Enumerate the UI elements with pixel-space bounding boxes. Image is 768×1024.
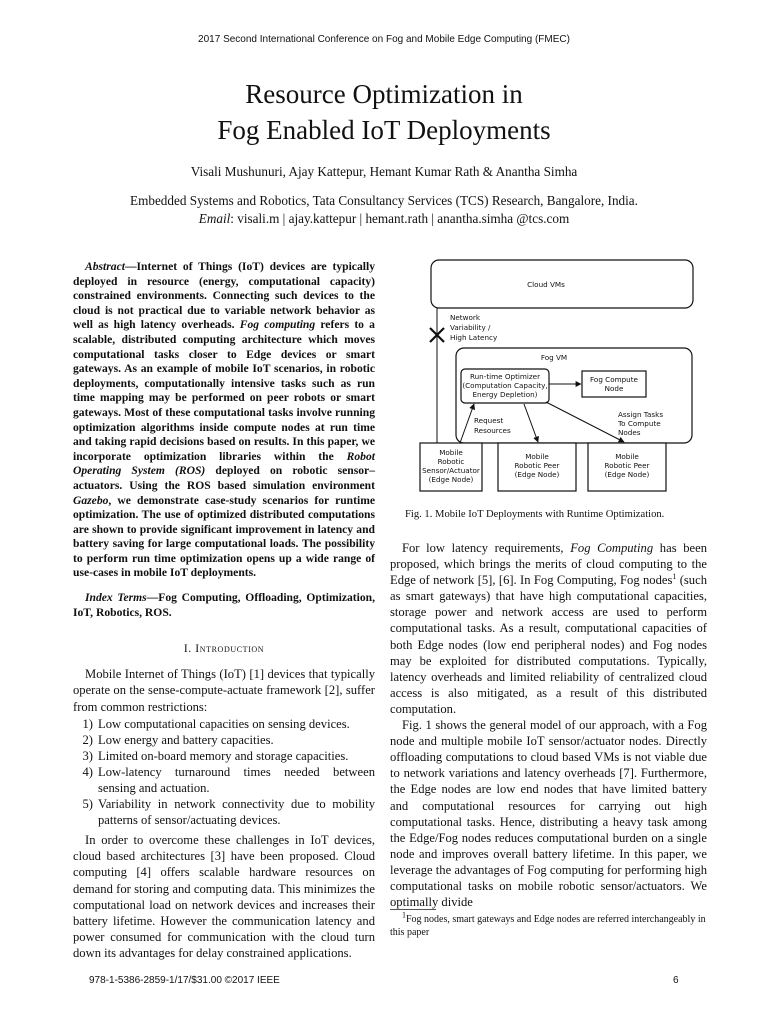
peer2-label-2: Robotic Peer bbox=[604, 461, 650, 470]
list-item bbox=[73, 764, 375, 796]
peer1-label-3: (Edge Node) bbox=[514, 470, 560, 479]
architecture-diagram bbox=[398, 258, 698, 496]
list-text: Low-latency turnaround times needed between sensing and actuation. bbox=[98, 764, 375, 795]
title-line-1: Resource Optimization in bbox=[245, 79, 523, 109]
network-label-3: High Latency bbox=[450, 333, 498, 342]
sensor-label-2: Robotic bbox=[437, 457, 465, 466]
list-number: 4) bbox=[82, 764, 93, 779]
footnote-text: Fog nodes, smart gateways and Edge nodes are referred interchangeably in this paper bbox=[390, 914, 706, 938]
list-text: Variability in network connectivity due to mobility patterns of sensor/actuating devices. bbox=[98, 797, 375, 828]
author-list: Visali Mushunuri, Ajay Kattepur, Hemant Kumar Rath & Anantha Simha bbox=[190, 164, 578, 179]
abstract-ros-term: Robot Operating System (ROS) bbox=[73, 449, 375, 478]
left-column bbox=[73, 260, 375, 961]
right-p1-text-c: (such as smart gateways) that have high computational capacities, storage power and network access are used to perform computational tasks. As a result, computational capacities of both Edge nodes (low end peripheral nodes) and Fog nodes may be exploited for distributed computations. Typically, latency overheads and limited reliability of centralized cloud access is also mitigated, as a result of this distributed computation. bbox=[390, 573, 707, 716]
restrictions-list bbox=[73, 716, 375, 829]
list-text: Low energy and battery capacities. bbox=[98, 732, 274, 747]
abstract bbox=[73, 260, 375, 581]
page-number: 6 bbox=[673, 975, 679, 986]
email-label: Email bbox=[198, 211, 231, 226]
network-label-1: Network bbox=[450, 313, 481, 322]
list-number: 3) bbox=[82, 748, 93, 763]
list-number: 5) bbox=[82, 797, 93, 812]
affiliation-block bbox=[0, 192, 768, 228]
assign-label-2: To Compute bbox=[618, 419, 661, 428]
paper-title bbox=[0, 76, 768, 148]
right-paragraph-2: Fig. 1 shows the general model of our approach, with a Fog node and multiple mobile IoT sensor/actuator nodes. Directly offloading computations to cloud based VMs is not viable due to network variations and latency overheads [7]. Furthermore, the Edge nodes are low end nodes that have limited battery and computational resources for carrying out high computational tasks. Hence, distributing a heavy task among the Edge/Fog nodes reduces computational burden on a single node and improves overall battery lifetime. In this paper, we leverage the advantages of Fog computing for performing high computational tasks on mobile robotic sensor/actuators. We optimally divide bbox=[390, 718, 707, 910]
abstract-text-3: deployed on robotic sensor–actuators. Using the ROS based simulation environment bbox=[73, 464, 375, 492]
right-p1-text-b: has been proposed, which brings the merits of cloud computing to the Edge of network [5], [6]. In Fog Computing, Fog nodes bbox=[390, 541, 708, 588]
index-terms bbox=[73, 591, 375, 620]
list-item bbox=[73, 732, 375, 748]
list-number: 2) bbox=[82, 732, 93, 747]
footnote bbox=[390, 910, 707, 939]
list-item bbox=[73, 748, 375, 764]
network-label-2: Variability / bbox=[450, 323, 491, 332]
abstract-dash: — bbox=[124, 260, 137, 273]
title-line-2: Fog Enabled IoT Deployments bbox=[217, 115, 551, 145]
peer1-label-1: Mobile bbox=[525, 452, 549, 461]
footnote-divider bbox=[390, 909, 436, 910]
cloud-vms-label: Cloud VMs bbox=[527, 280, 565, 289]
peer2-label-1: Mobile bbox=[615, 452, 639, 461]
peer2-label-3: (Edge Node) bbox=[604, 470, 650, 479]
sensor-label-3: Sensor/Actuator bbox=[422, 466, 480, 475]
sensor-label-1: Mobile bbox=[439, 448, 463, 457]
footnote-marker: 1 bbox=[402, 910, 406, 920]
peer1-label-2: Robotic Peer bbox=[514, 461, 560, 470]
request-label-1: Request bbox=[474, 416, 504, 425]
right-column bbox=[390, 540, 707, 910]
right-paragraph-1 bbox=[390, 540, 707, 717]
abstract-label: Abstract bbox=[85, 260, 125, 273]
list-text: Limited on-board memory and storage capacities. bbox=[98, 748, 349, 763]
isbn-footer: 978-1-5386-2859-1/17/$31.00 ©2017 IEEE bbox=[89, 975, 280, 986]
assign-label-1: Assign Tasks bbox=[618, 410, 664, 419]
right-p1-fog-term: Fog Computing bbox=[570, 541, 654, 555]
right-p1-text-a: For low latency requirements, bbox=[402, 541, 571, 555]
figure-caption: Fig. 1. Mobile IoT Deployments with Runtime Optimization. bbox=[405, 509, 665, 520]
abstract-text-4: , we demonstrate case-study scenarios for runtime optimization. The use of optimized distributed computations are shown to provide significant improvement in latency and battery saving for large computational loads. The possibility to perform run time optimization opens up a wide range of use-cases in mobile IoT deployments. bbox=[73, 493, 375, 580]
list-item bbox=[73, 796, 375, 828]
sensor-label-4: (Edge Node) bbox=[428, 475, 474, 484]
footnote-ref[interactable]: 1 bbox=[672, 572, 677, 581]
list-text: Low computational capacities on sensing devices. bbox=[98, 716, 350, 731]
request-label-2: Resources bbox=[474, 426, 511, 435]
conference-header: 2017 Second International Conference on Fog and Mobile Edge Computing (FMEC) bbox=[198, 34, 570, 45]
email-addresses: : visali.m | ajay.kattepur | hemant.rath | anantha.simha @tcs.com bbox=[230, 211, 570, 226]
fog-compute-label-2: Node bbox=[604, 384, 624, 393]
figure-1 bbox=[398, 258, 698, 496]
list-item bbox=[73, 716, 375, 732]
index-terms-label: Index Terms bbox=[85, 591, 147, 605]
optimizer-label-2: (Computation Capacity, bbox=[462, 381, 548, 390]
abstract-gazebo-term: Gazebo bbox=[73, 493, 109, 507]
intro-paragraph-2: In order to overcome these challenges in IoT devices, cloud based architectures [3] have been proposed. Cloud computing [4] offers scalable hardware resources on demand for storing and computing data. This minimizes the computational load on network devices and increases their battery lifetime. However the communication latency and power consumed for communication with the cloud turn down its advantages for delay constrained applications. bbox=[73, 833, 375, 960]
email-line bbox=[0, 210, 768, 228]
abstract-text-2: refers to a scalable, distributed computing architecture which moves computational tasks closer to Edge devices or smart gateways. As an example of mobile IoT scenarios, in robotic deployments, computationally intensive tasks such as run time mapping may be performed on peer robots or smart gateways. Most of these computational tasks involve running optimization algorithms inside compute nodes at run time and taking rapid decisions based on results. In this paper, we incorporate optimization libraries within the bbox=[73, 318, 375, 463]
optimizer-label-3: Energy Depletion) bbox=[472, 390, 538, 399]
list-number: 1) bbox=[82, 716, 93, 731]
assign-label-3: Nodes bbox=[618, 428, 641, 437]
optimizer-label-1: Run-time Optimizer bbox=[469, 372, 541, 381]
abstract-fog-term: Fog computing bbox=[239, 318, 316, 332]
section-heading-introduction: I. Introduction bbox=[183, 642, 265, 656]
affiliation: Embedded Systems and Robotics, Tata Consultancy Services (TCS) Research, Bangalore, India. bbox=[130, 193, 638, 208]
fog-vm-label: Fog VM bbox=[540, 353, 568, 362]
index-terms-text: —Fog Computing, Offloading, Optimization, IoT, Robotics, ROS. bbox=[73, 591, 375, 619]
intro-paragraph-1: Mobile Internet of Things (IoT) [1] devices that typically operate on the sense-compute-actuate framework [2], suffer from common restrictions: bbox=[73, 667, 375, 714]
abstract-text-1: Internet of Things (IoT) devices are typically deployed in resource (energy, computational capacity) constrained environments. Connecting such devices to the cloud is not practical due to variable network behavior as well as high latency overheads. bbox=[73, 260, 375, 332]
fog-compute-label-1: Fog Compute bbox=[590, 375, 638, 384]
